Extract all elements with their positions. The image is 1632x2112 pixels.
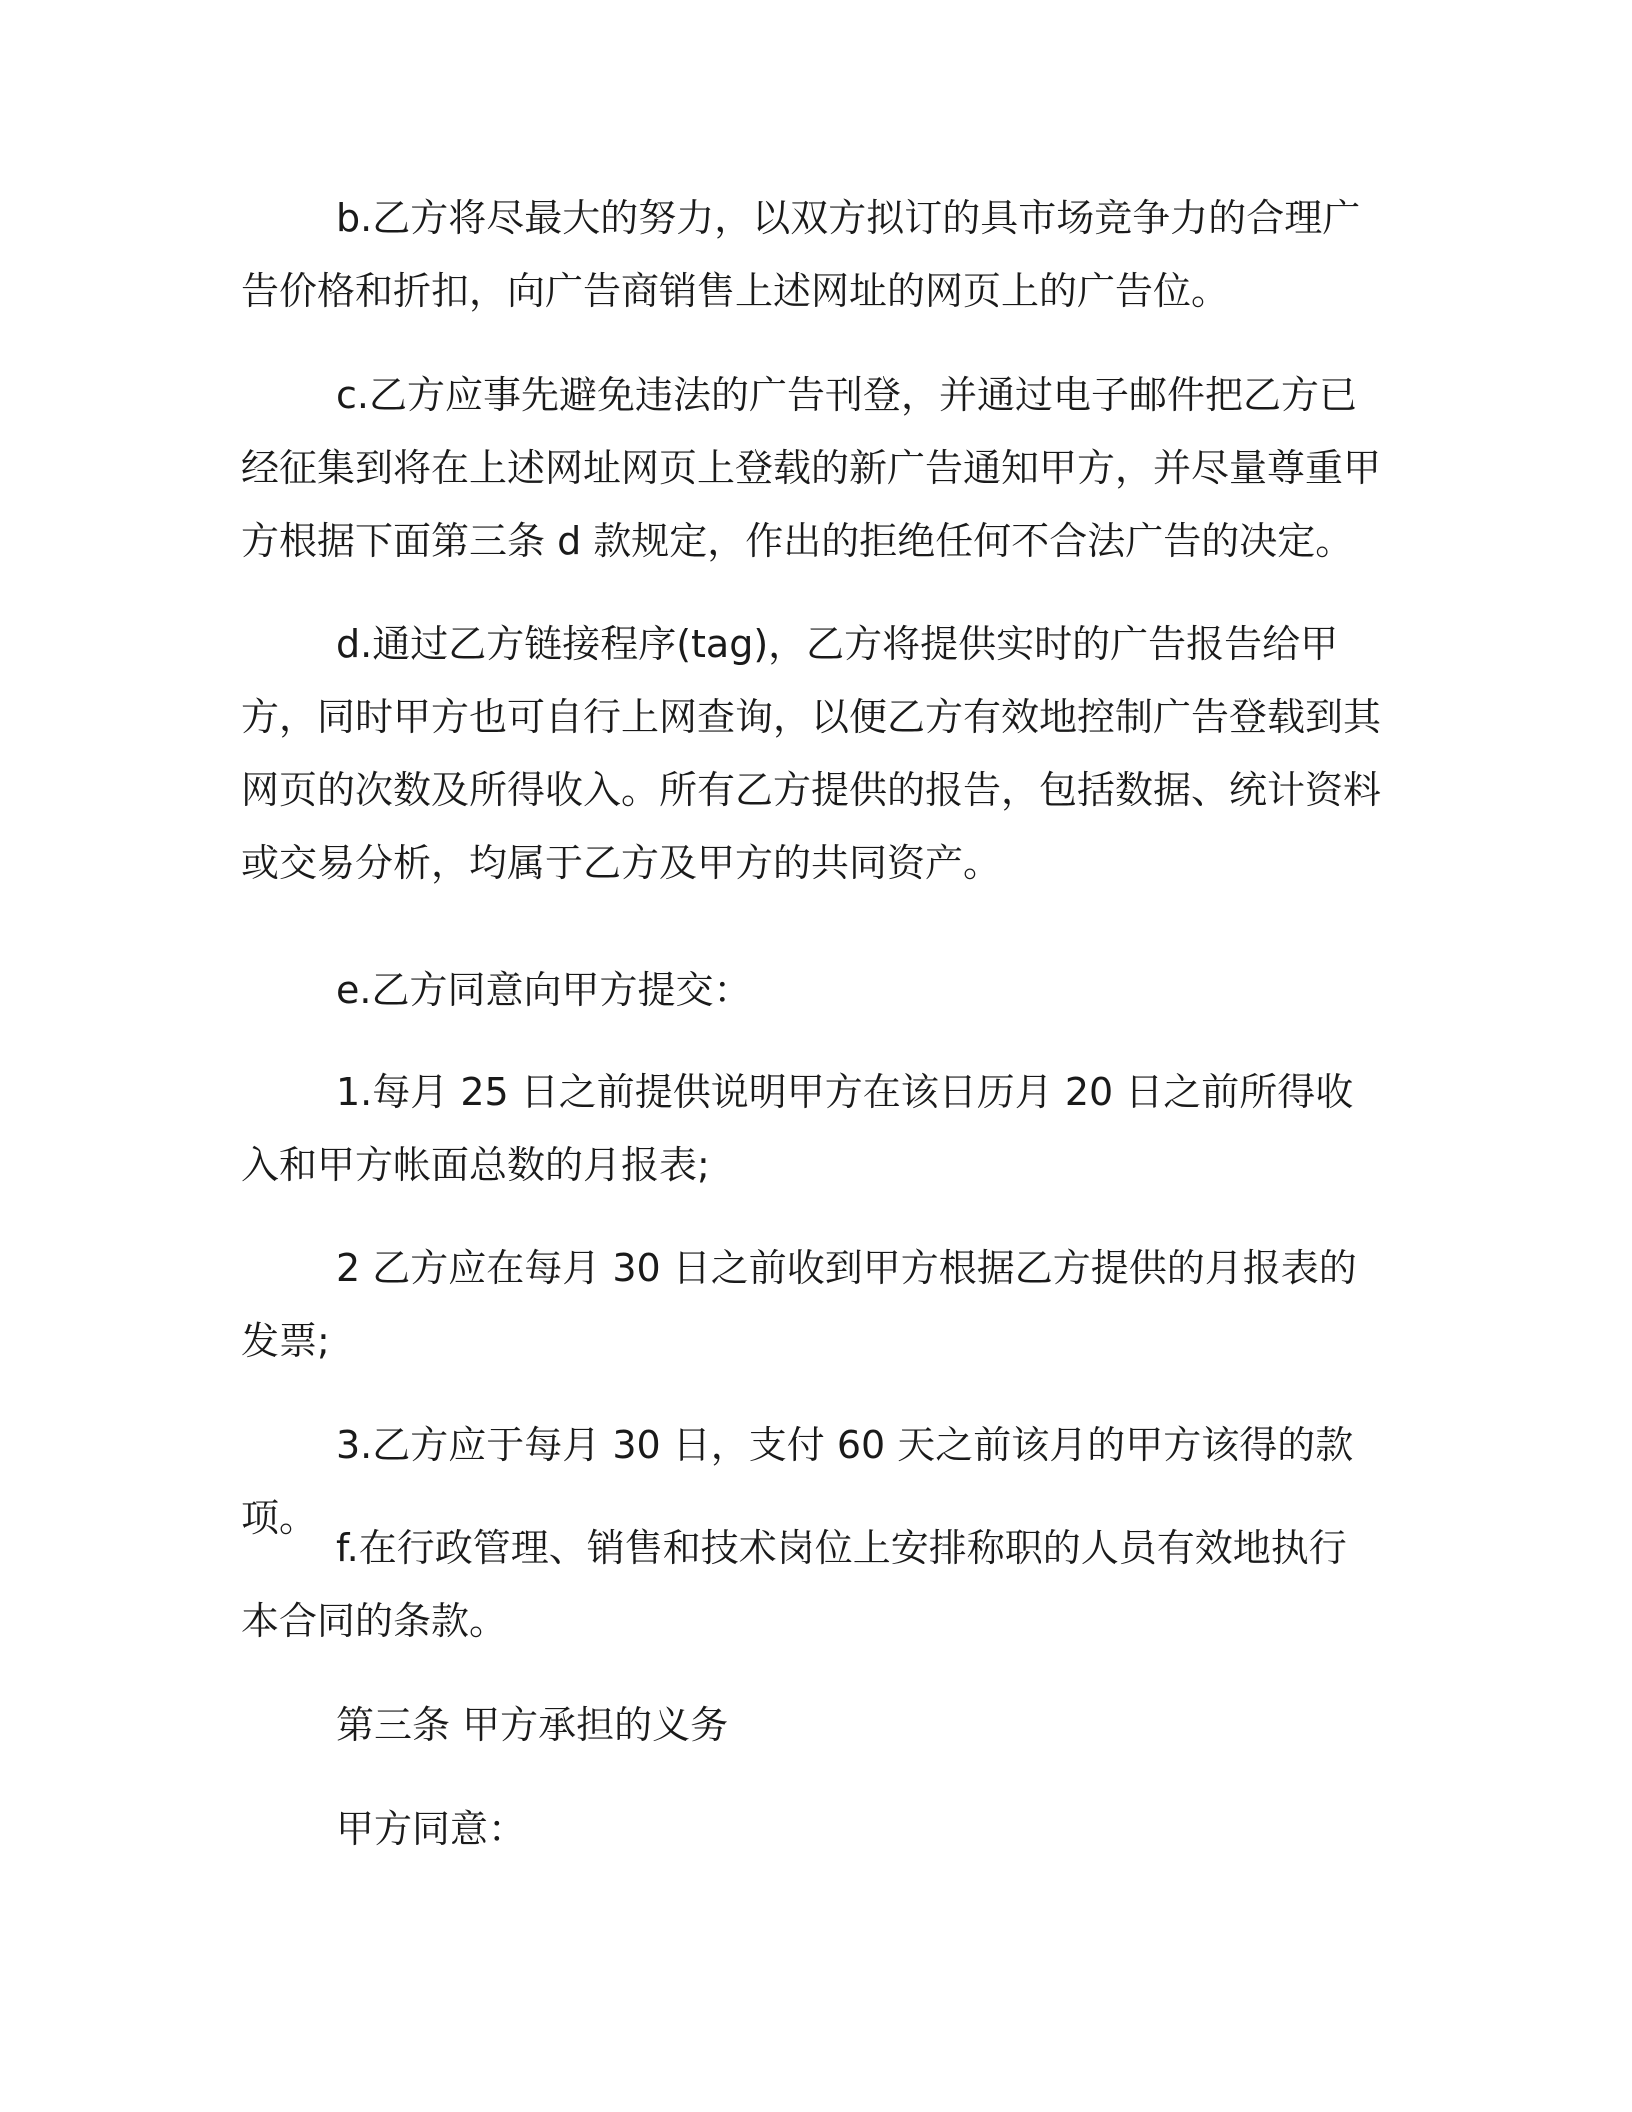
clause-c-paragraph: c.乙方应事先避免违法的广告刊登，并通过电子邮件把乙方已经征集到将在上述网址网页上登载的新广告通知甲方，并尽量尊重甲方根据下面第三条 d 款规定，作出的拒绝任何不合法广告的决定。 [241,373,1382,563]
item-1-paragraph: 1.每月 25 日之前提供说明甲方在该日历月 20 日之前所得收入和甲方帐面总数的月报表; [241,1070,1354,1187]
clause-e-paragraph: e.乙方同意向甲方提交： [336,968,752,1012]
clause-d-paragraph: d.通过乙方链接程序(tag)，乙方将提供实时的广告报告给甲方，同时甲方也可自行上网查询，以便乙方有效地控制广告登载到其网页的次数及所得收入。所有乙方提供的报告，包括数据、统计资料或交易分析，均属于乙方及甲方的共同资产。 [241,622,1382,885]
item-3-paragraph: 3.乙方应于每月 30 日，支付 60 天之前该月的甲方该得的款项。 [241,1423,1354,1540]
article-three-heading: 第三条 甲方承担的义务 [336,1703,729,1747]
party-a-agrees-line: 甲方同意： [336,1807,527,1851]
clause-b-paragraph: b.乙方将尽最大的努力，以双方拟订的具市场竞争力的合理广告价格和折扣，向广告商销售上述网址的网页上的广告位。 [241,196,1361,313]
item-2-paragraph: 2 乙方应在每月 30 日之前收到甲方根据乙方提供的月报表的发票; [241,1246,1357,1363]
clause-f-paragraph: f.在行政管理、销售和技术岗位上安排称职的人员有效地执行本合同的条款。 [241,1526,1347,1643]
